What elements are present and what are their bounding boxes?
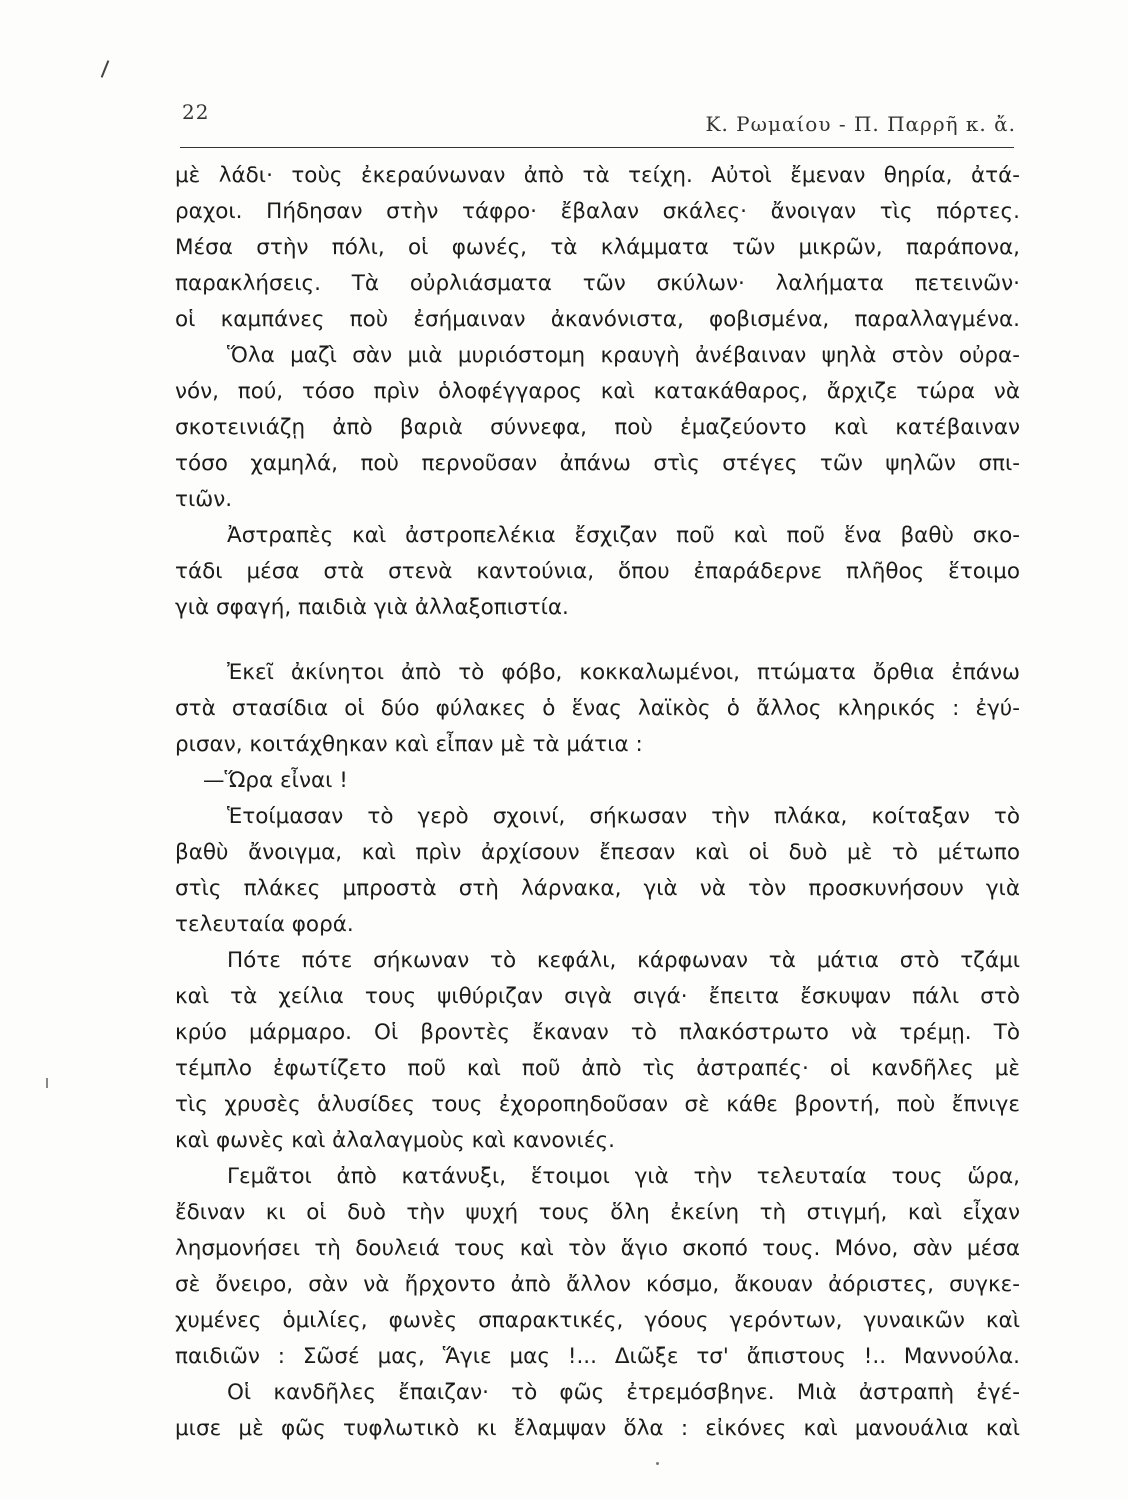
text-line: τὶς χρυσὲς ἁλυσίδες τους ἐχοροπηδοῦσαν σὲ κάθε βροντή, ποὺ ἔπνιγε — [175, 1092, 1020, 1117]
dialogue-line: —Ὥρα εἶναι ! — [203, 768, 348, 793]
text-line: Ἐκεῖ ἀκίνητοι ἀπὸ τὸ φόβο, κοκκαλωμένοι, πτώματα ὄρθια ἐπάνω — [227, 660, 1020, 685]
text-line: κρύο μάρμαρο. Οἱ βροντὲς ἔκαναν τὸ πλακόστρωτο νὰ τρέμῃ. Τὸ — [175, 1020, 1020, 1045]
text-line: γιὰ σφαγή, παιδιὰ γιὰ ἀλλαξοπιστία. — [175, 595, 569, 620]
text-line: στὶς πλάκες μπροστὰ στὴ λάρνακα, γιὰ νὰ τὸν προσκυνήσουν γιὰ — [175, 876, 1020, 901]
text-line: ραχοι. Πήδησαν στὴν τάφρο· ἔβαλαν σκάλες· ἄνοιγαν τὶς πόρτες. — [175, 199, 1020, 224]
text-line: Οἱ κανδῆλες ἔπαιζαν· τὸ φῶς ἐτρεμόσβηνε. Μιὰ ἀστραπὴ ἐγέ- — [227, 1380, 1020, 1405]
text-line: σκοτεινιάζῃ ἀπὸ βαριὰ σύννεφα, ποὺ ἐμαζεύοντο καὶ κατέβαιναν — [175, 415, 1020, 440]
text-line: ρισαν, κοιτάχθηκαν καὶ εἶπαν μὲ τὰ μάτια : — [175, 732, 643, 757]
text-line: Ἀστραπὲς καὶ ἀστροπελέκια ἔσχιζαν ποῦ καὶ ποῦ ἕνα βαθὺ σκο- — [227, 523, 1020, 548]
margin-speck — [46, 1078, 48, 1088]
text-line: τέμπλο ἐφωτίζετο ποῦ καὶ ποῦ ἀπὸ τὶς ἀστραπές· οἱ κανδῆλες μὲ — [175, 1056, 1020, 1081]
text-block-upper — [175, 158, 1020, 626]
text-line: στὰ στασίδια οἱ δύο φύλακες ὁ ἕνας λαϊκὸς ὁ ἄλλος κληρικός : ἐγύ- — [175, 696, 1020, 721]
running-title: Κ. Ρωμαίου - Π. Παρρῆ κ. ἄ. — [705, 112, 1016, 136]
text-line: οἱ καμπάνες ποὺ ἐσήμαιναν ἀκανόνιστα, φοβισμένα, παραλλαγμένα. — [175, 307, 1020, 332]
text-block-lower — [175, 655, 1020, 1447]
text-line: μισε μὲ φῶς τυφλωτικὸ κι ἔλαμψαν ὅλα : εἰκόνες καὶ μανουάλια καὶ — [175, 1416, 1020, 1441]
text-line: παιδιῶν : Σῶσέ μας, Ἅγιε μας !... Διῶξε τσ' ἄπιστους !.. Μαννούλα. — [175, 1344, 1020, 1369]
page-speck — [656, 1462, 659, 1465]
text-line: σὲ ὄνειρο, σὰν νὰ ἤρχοντο ἀπὸ ἄλλον κόσμο, ἄκουαν ἀόριστες, συγκε- — [175, 1272, 1020, 1297]
text-line: Μέσα στὴν πόλι, οἱ φωνές, τὰ κλάμματα τῶν μικρῶν, παράπονα, — [175, 235, 1020, 260]
text-line: Ὅλα μαζὶ σὰν μιὰ μυριόστομη κραυγὴ ἀνέβαιναν ψηλὰ στὸν οὐρα- — [227, 343, 1020, 368]
text-line: χυμένες ὁμιλίες, φωνὲς σπαρακτικές, γόους γερόντων, γυναικῶν καὶ — [175, 1308, 1020, 1333]
text-line: Γεμᾶτοι ἀπὸ κατάνυξι, ἕτοιμοι γιὰ τὴν τελευταία τους ὥρα, — [227, 1164, 1020, 1189]
text-line: τάδι μέσα στὰ στενὰ καντούνια, ὅπου ἐπαράδερνε πλῆθος ἕτοιμο — [175, 559, 1020, 584]
text-line: Ἑτοίμασαν τὸ γερὸ σχοινί, σήκωσαν τὴν πλάκα, κοίταξαν τὸ — [227, 804, 1020, 829]
text-line: Πότε πότε σήκωναν τὸ κεφάλι, κάρφωναν τὰ μάτια στὸ τζάμι — [227, 948, 1020, 973]
text-line: καὶ τὰ χείλια τους ψιθύριζαν σιγὰ σιγά· ἔπειτα ἔσκυψαν πάλι στὸ — [175, 984, 1020, 1009]
text-line: παρακλήσεις. Τὰ οὐρλιάσματα τῶν σκύλων· λαλήματα πετεινῶν· — [175, 271, 1020, 296]
page-number: 22 — [182, 100, 210, 124]
text-line: ἔδιναν κι οἱ δυὸ τὴν ψυχή τους ὅλη ἐκείνη τὴ στιγμή, καὶ εἶχαν — [175, 1200, 1020, 1225]
text-line: τιῶν. — [175, 487, 233, 512]
pencil-mark — [101, 60, 110, 77]
text-line: λησμονήσει τὴ δουλειά τους καὶ τὸν ἅγιο σκοπό τους. Μόνο, σὰν μέσα — [175, 1236, 1020, 1261]
text-line: μὲ λάδι· τοὺς ἐκεραύνωναν ἀπὸ τὰ τείχη. Αὐτοὶ ἔμεναν θηρία, ἀτά- — [175, 163, 1020, 188]
header-rule — [180, 147, 1014, 148]
text-line: τόσο χαμηλά, ποὺ περνοῦσαν ἀπάνω στὶς στέγες τῶν ψηλῶν σπι- — [175, 451, 1020, 476]
text-line: βαθὺ ἄνοιγμα, καὶ πρὶν ἀρχίσουν ἔπεσαν καὶ οἱ δυὸ μὲ τὸ μέτωπο — [175, 840, 1020, 865]
text-line: καὶ φωνὲς καὶ ἀλαλαγμοὺς καὶ κανονιές. — [175, 1128, 615, 1153]
text-line: τελευταία φορά. — [175, 912, 354, 937]
text-line: νόν, πού, τόσο πρὶν ὁλοφέγγαρος καὶ κατακάθαρος, ἄρχιζε τώρα νὰ — [175, 379, 1020, 404]
